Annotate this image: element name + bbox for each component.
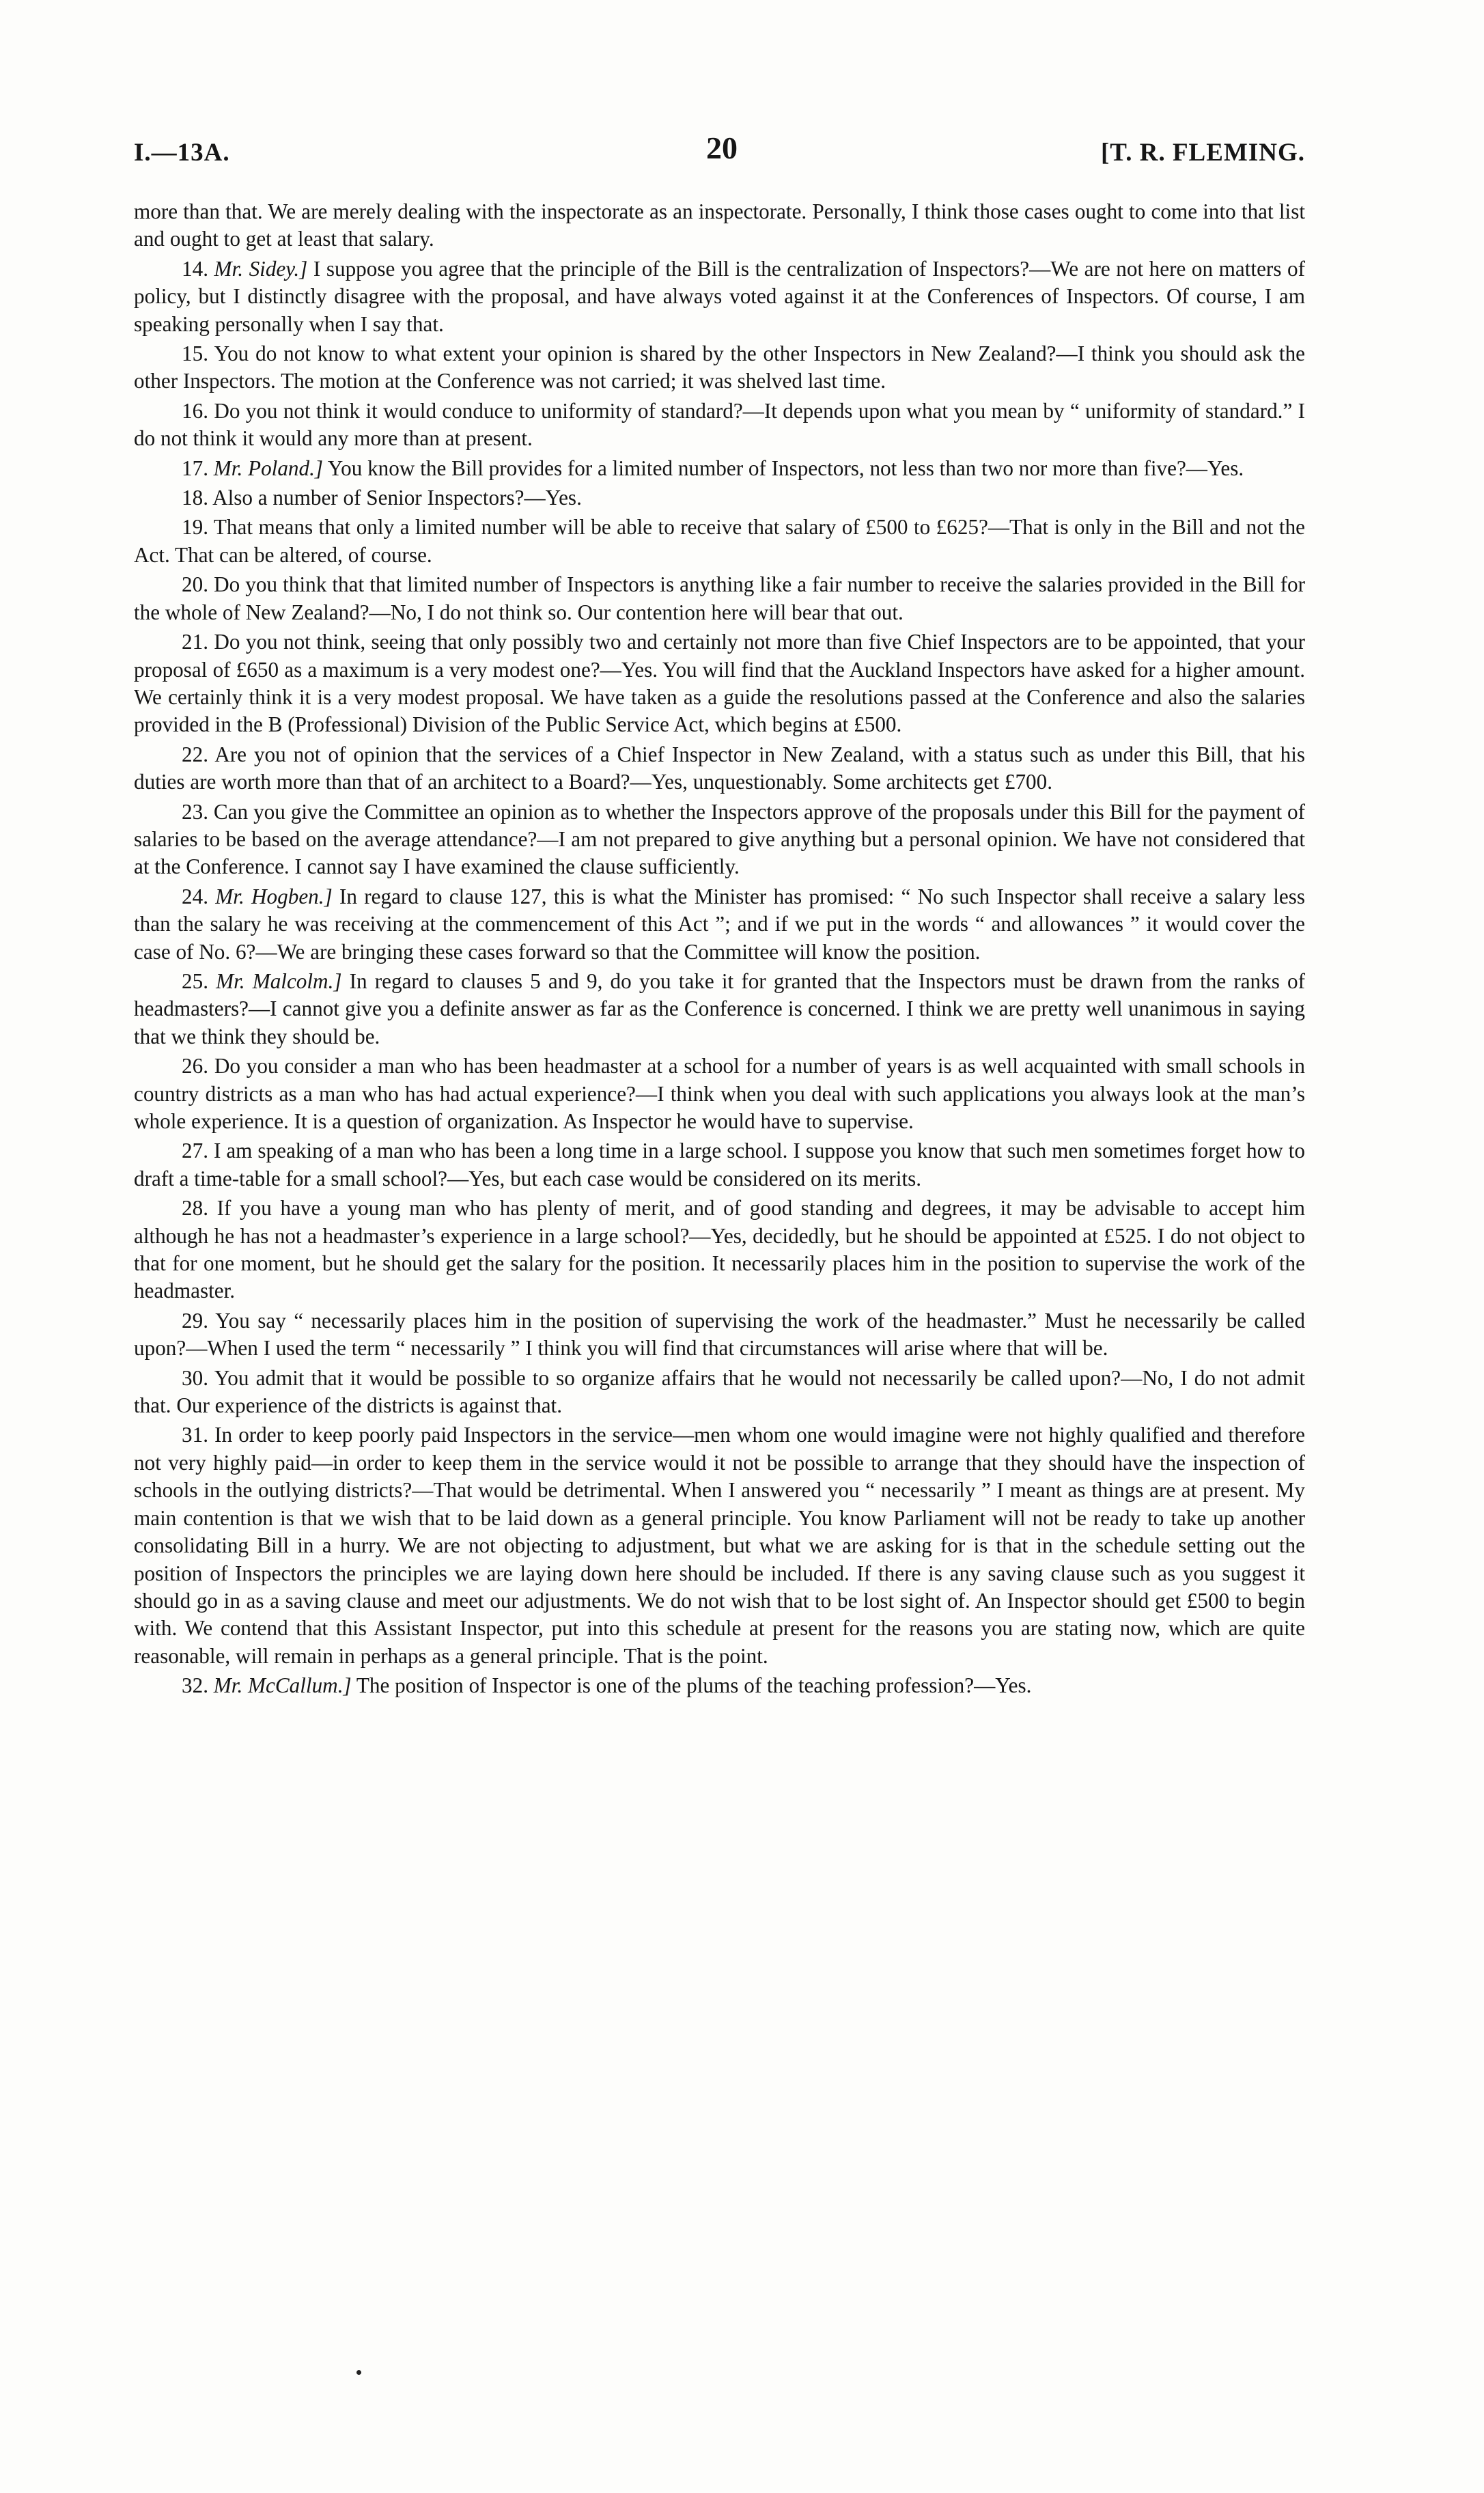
paragraph-text: You admit that it would be possible to so organize affairs that he would not necessarily be called upon?—No, I do not admit that. Our experience of the districts is against that.	[134, 1365, 1305, 1418]
paragraph-text: In regard to clause 127, this is what the Minister has promised: “ No such Inspector shall receive a salary less than the salary he was receiving at the commencement of this Act ”; and if we put in the words “ and allowances ” it would cover the case of No. 6?—We are bringing these cases forward so that the Committee will know the position.	[134, 884, 1305, 964]
question-number: 25.	[182, 969, 208, 993]
question-number: 20.	[182, 572, 208, 597]
document-reference: I.—13A.	[134, 139, 230, 167]
question-number: 18.	[182, 486, 208, 510]
document-body	[134, 198, 1305, 1702]
paragraph-text: You say “ necessarily places him in the position of supervising the work of the headmaster.” Must he necessarily be called upon?—When I used the term “ necessarily ” I think you will find that circumstances will arise where that will be.	[134, 1308, 1305, 1361]
paragraph-text: Can you give the Committee an opinion as to whether the Inspectors approve of the proposals under this Bill for the payment of salaries to be based on the average attendance?—I am not prepared to give anything but a personal opinion. We have not considered that at the Conference. I cannot say I have examined the clause sufficiently.	[134, 799, 1306, 879]
witness-name: [T. R. FLEMING.	[1100, 139, 1305, 167]
question-paragraph	[134, 198, 1305, 253]
speaker-name: Mr. Sidey.]	[214, 256, 308, 281]
question-paragraph	[134, 798, 1305, 881]
page-number: 20	[706, 130, 738, 165]
paragraph-text: You do not know to what extent your opinion is shared by the other Inspectors in New Zealand?—I think you should ask the other Inspectors. The motion at the Conference was not carried; it was shelved last time.	[134, 342, 1305, 393]
question-paragraph	[134, 484, 1305, 512]
question-paragraph	[134, 398, 1305, 453]
question-number: 30.	[182, 1365, 208, 1390]
stray-mark	[356, 2370, 361, 2375]
question-number: 26.	[182, 1054, 208, 1078]
question-paragraph	[134, 1137, 1305, 1193]
question-paragraph	[134, 340, 1305, 395]
question-number: 19.	[182, 515, 208, 540]
question-paragraph	[134, 1053, 1305, 1135]
question-paragraph	[134, 571, 1305, 626]
question-paragraph	[134, 1195, 1305, 1305]
paragraph-text: Also a number of Senior Inspectors?—Yes.	[212, 486, 582, 510]
paragraph-text: more than that. We are merely dealing with the inspectorate as an inspectorate. Personally, I think those cases ought to come into that list and ought to get at least that salary.	[134, 199, 1305, 251]
paragraph-text: In order to keep poorly paid Inspectors in the service—men whom one would imagine were not highly qualified and therefore not very highly paid—in order to keep them in the service would it not be possible to arrange that they should have the inspection of schools in the outlying districts?—That would be detrimental. When I answered you “ necessarily ” I meant as things are at present. My main contention is that we wish that to be laid down as a general principle. You know Parliament will not be ready to take up another consolidating Bill in a hurry. We are not objecting to adjustment, but what we are asking for is that in the schedule setting out the position of Inspectors the principles we are laying down here should be included. If there is any saving clause such as you suggest it should go in as a saving clause and meet our adjustments. We do not wish that to be lost sight of. An Inspector should get £500 to begin with. We contend that this Assistant Inspector, put into this schedule at present for the reasons you are stating now, which are quite reasonable, will remain in perhaps as a general principle. That is the point.	[134, 1423, 1305, 1668]
paragraph-text: If you have a young man who has plenty of merit, and of good standing and degrees, it may be advisable to accept him although he has not a headmaster’s experience in a large school?—Yes, decidedly, but he should be appointed at £525. I do not object to that for one moment, but he should get the salary for the position. It necessarily places him in the position to supervise the work of the headmaster.	[134, 1196, 1305, 1303]
paragraph-text: Do you not think it would conduce to uniformity of standard?—It depends upon what you mean by “ uniformity of standard.” I do not think it would any more than at present.	[134, 398, 1306, 451]
question-number: 27.	[182, 1139, 208, 1163]
paragraph-text: The position of Inspector is one of the plums of the teaching profession?—Yes.	[356, 1673, 1032, 1698]
question-paragraph	[134, 255, 1305, 338]
question-number: 21.	[182, 630, 208, 654]
question-paragraph	[134, 741, 1305, 796]
paragraph-text: Are you not of opinion that the services of a Chief Inspector in New Zealand, with a status such as under this Bill, that his duties are worth more than that of an architect to a Board?—Yes, unquestionably. Some architects get £700.	[134, 742, 1305, 794]
question-number: 29.	[182, 1308, 208, 1333]
speaker-name: Mr. Malcolm.]	[216, 969, 342, 993]
question-paragraph	[134, 968, 1305, 1050]
question-number: 17.	[182, 456, 208, 480]
question-number: 28.	[182, 1196, 208, 1221]
question-number: 14.	[182, 256, 208, 281]
question-number: 22.	[182, 742, 208, 766]
question-paragraph	[134, 883, 1305, 966]
question-paragraph	[134, 1421, 1305, 1670]
paragraph-text: You know the Bill provides for a limited number of Inspectors, not less than two nor more than five?—Yes.	[327, 456, 1244, 480]
speaker-name: Mr. Hogben.]	[215, 884, 333, 908]
question-number: 16.	[182, 398, 208, 423]
speaker-name: Mr. McCallum.]	[213, 1673, 352, 1698]
paragraph-text: Do you not think, seeing that only possibly two and certainly not more than five Chief Inspectors are to be appointed, that your proposal of £650 as a maximum is a very modest one?—Yes. You will find that the Auckland Inspectors have asked for a higher amount. We certainly think it is a very modest proposal. We have taken as a guide the resolutions passed at the Conference and also the salaries provided in the B (Professional) Division of the Public Service Act, which begins at £500.	[134, 630, 1305, 737]
question-paragraph	[134, 514, 1305, 569]
question-number: 24.	[182, 884, 208, 908]
paragraph-text: I am speaking of a man who has been a long time in a large school. I suppose you know that such men sometimes forget how to draft a time-table for a small school?—Yes, but each case would be considered on its merits.	[134, 1139, 1305, 1190]
paragraph-text: In regard to clauses 5 and 9, do you take it for granted that the Inspectors must be drawn from the ranks of headmasters?—I cannot give you a definite answer as far as the Conference is concerned. I think we are pretty well unanimous in saying that we think they should be.	[134, 969, 1305, 1048]
question-number: 15.	[182, 342, 208, 366]
question-paragraph	[134, 1307, 1305, 1363]
question-number: 32.	[182, 1673, 208, 1698]
paragraph-text: I suppose you agree that the principle of the Bill is the centralization of Inspectors?—We are not here on matters of policy, but I distinctly disagree with the proposal, and have always voted against it at the Conferences of Inspectors. Of course, I am speaking personally when I say that.	[134, 256, 1305, 336]
paragraph-text: That means that only a limited number will be able to receive that salary of £500 to £625?—That is only in the Bill and not the Act. That can be altered, of course.	[134, 515, 1306, 567]
paragraph-text: Do you think that that limited number of Inspectors is anything like a fair number to receive the salaries provided in the Bill for the whole of New Zealand?—No, I do not think so. Our contention here will bear that out.	[134, 572, 1306, 624]
speaker-name: Mr. Poland.]	[213, 456, 324, 480]
page-header	[134, 130, 1305, 178]
question-paragraph	[134, 1672, 1305, 1699]
question-paragraph	[134, 455, 1305, 482]
question-paragraph	[134, 1365, 1305, 1420]
question-number: 23.	[182, 799, 208, 824]
question-number: 31.	[182, 1423, 208, 1447]
question-paragraph	[134, 628, 1305, 739]
paragraph-text: Do you consider a man who has been headmaster at a school for a number of years is as well acquainted with small schools in country districts as a man who has had actual experience?—I think when you deal with such applications you always look at the man’s whole experience. It is a question of organization. As Inspector he would have to supervise.	[134, 1054, 1306, 1133]
